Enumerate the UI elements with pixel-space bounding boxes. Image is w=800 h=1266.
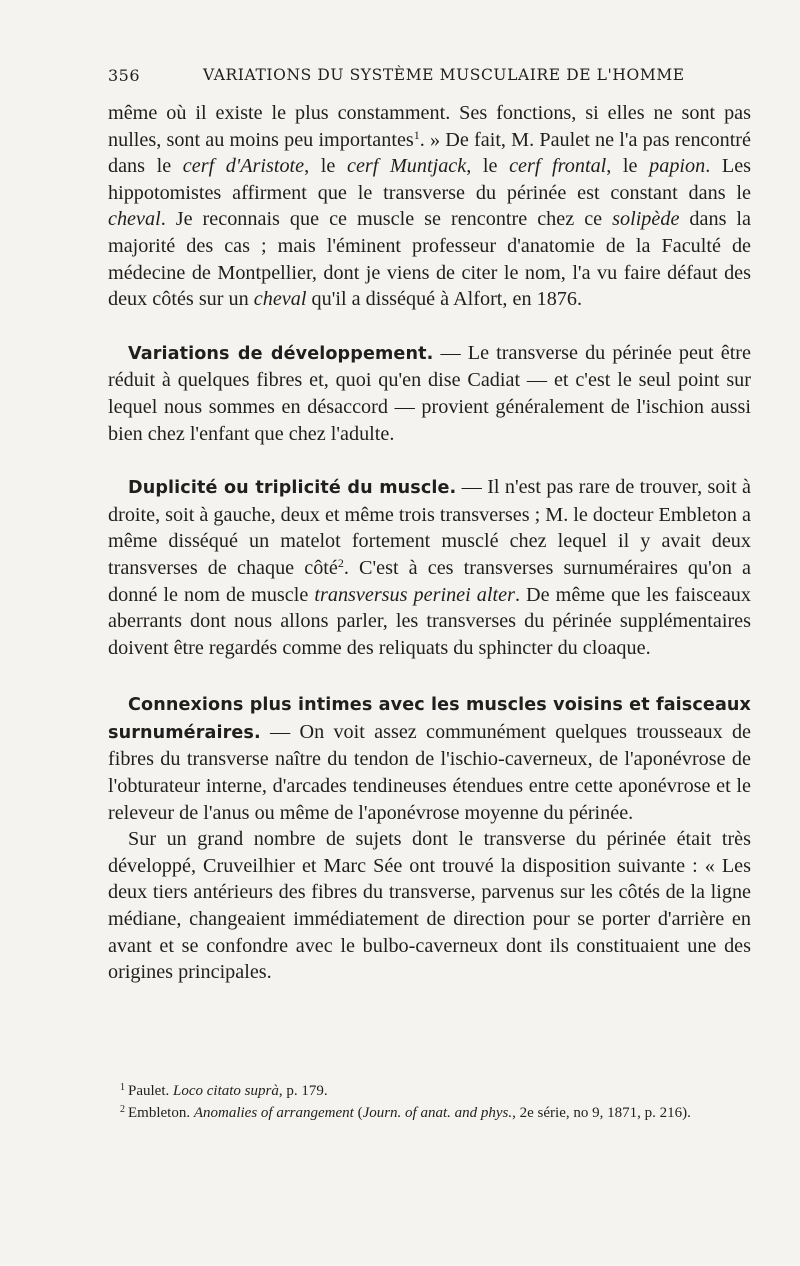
text-run: . » De fait, M. Paulet ne l'a pas rencontré dans le (108, 128, 751, 178)
text-run: , le (466, 155, 510, 178)
page-header (108, 66, 748, 96)
section-heading: Variations de développement. (128, 343, 434, 364)
footnote-mark: 2 (120, 1104, 125, 1115)
paragraph-duplicite (108, 474, 751, 661)
text-run: même où il existe le plus constamment. Ses fonctions, si elles ne sont pas nulles, sont au moins peu importantes (108, 102, 751, 151)
text-run: , le (304, 155, 347, 178)
italic-term: Anomalies of arrangement (193, 1105, 354, 1121)
text-run: , le (606, 155, 650, 178)
italic-term: cheval (108, 208, 161, 231)
footnote-1 (108, 1080, 751, 1102)
text-run: . Les hippotomistes affirment que le transverse du périnée est constant dans le (108, 155, 752, 204)
footnote-mark: 1 (120, 1082, 125, 1093)
footnote-2 (108, 1102, 751, 1124)
text-run: — On voit assez communément quelques trousseaux de fibres du transverse naître du tendon de l'ischio-caverneux, de l'aponévrose de l'obturateur interne, d'arcades tendineuses étendues entre cette aponévrose et le releveur de l'anus ou même de l'aponévrose moyenne du périnée. (108, 720, 751, 824)
text-run: . De même que les faisceaux aberrants dont nous allons parler, les transverses du périnée supplémentaires doivent être regardés comme des reliquats du sphincter du cloaque. (108, 583, 751, 659)
text-run: , p. 179. (278, 1083, 328, 1099)
text-run: Sur un grand nombre de sujets dont le transverse du périnée était très développé, Cruveilhier et Marc Sée ont trouvé la disposition suivante : « Les deux tiers antérieurs des fibres du transverse, parvenus sur les côtés de la ligne médiane, changeaient immédiatement de direction pour se porter d'arrière en avant et se confondre avec le bulbo-caverneux dont ils constituaient une des origines principales. (108, 828, 751, 984)
italic-term: transversus perinei alter (314, 583, 515, 606)
text-run: — Le transverse du périnée peut être réduit à quelques fibres et, quoi qu'en dise Cadiat — et c'est le seul point sur lequel nous sommes en désaccord — provient généralement de l'ischion aussi bien chez l'enfant que chez l'adulte. (108, 341, 751, 445)
footnote-ref-2: 2 (337, 555, 344, 570)
text-run: qu'il a disséqué à Alfort, en 1876. (306, 288, 583, 311)
text-run: . Je reconnais que ce muscle se rencontre chez ce (160, 208, 613, 231)
italic-term: cerf frontal (509, 155, 607, 178)
text-run: Embleton. (128, 1105, 194, 1121)
section-heading: Connexions plus intimes avec les muscles voisins et faisceaux surnuméraires. (108, 695, 751, 743)
text-run: , 2e série, no 9, 1871, p. 216). (512, 1105, 691, 1121)
italic-term: papion (649, 155, 706, 178)
italic-term: Loco citato suprà (173, 1083, 279, 1099)
paragraph-variations-developpement (108, 340, 751, 447)
paragraph-cruveilhier (108, 826, 751, 986)
text-run: . C'est à ces transverses surnuméraires qu'on a donné le nom de muscle (108, 556, 752, 606)
italic-term: cheval (253, 288, 307, 311)
page-number: 356 (108, 66, 141, 85)
running-title: VARIATIONS DU SYSTÈME MUSCULAIRE DE L'HOMME (203, 66, 685, 84)
italic-term: cerf d'Aristote (182, 155, 305, 178)
text-run: — Il n'est pas rare de trouver, soit à droite, soit à gauche, deux et même trois transverses ; M. le docteur Embleton a même disséqué un matelot fortement musclé chez lequel il y avait deux transverses de chaque côté (108, 476, 752, 579)
paragraph-connexions (108, 691, 751, 826)
footnote-ref-1: 1 (413, 127, 420, 142)
italic-term: Journ. of anat. and phys. (362, 1105, 513, 1121)
text-run: dans la majorité des cas ; mais l'éminent professeur d'anatomie de la Faculté de médecine de Montpellier, dont je viens de citer le nom, l'a vu faire défaut des deux côtés sur un (108, 208, 752, 311)
italic-term: solipède (612, 208, 680, 231)
section-heading: Duplicité ou triplicité du muscle. (128, 478, 457, 499)
italic-term: cerf Muntjack (346, 155, 467, 178)
text-run: Paulet. (128, 1083, 173, 1099)
paragraph-continuation (108, 100, 751, 313)
footnotes (108, 1080, 751, 1124)
body-text (108, 100, 751, 986)
text-run: ( (353, 1105, 363, 1121)
